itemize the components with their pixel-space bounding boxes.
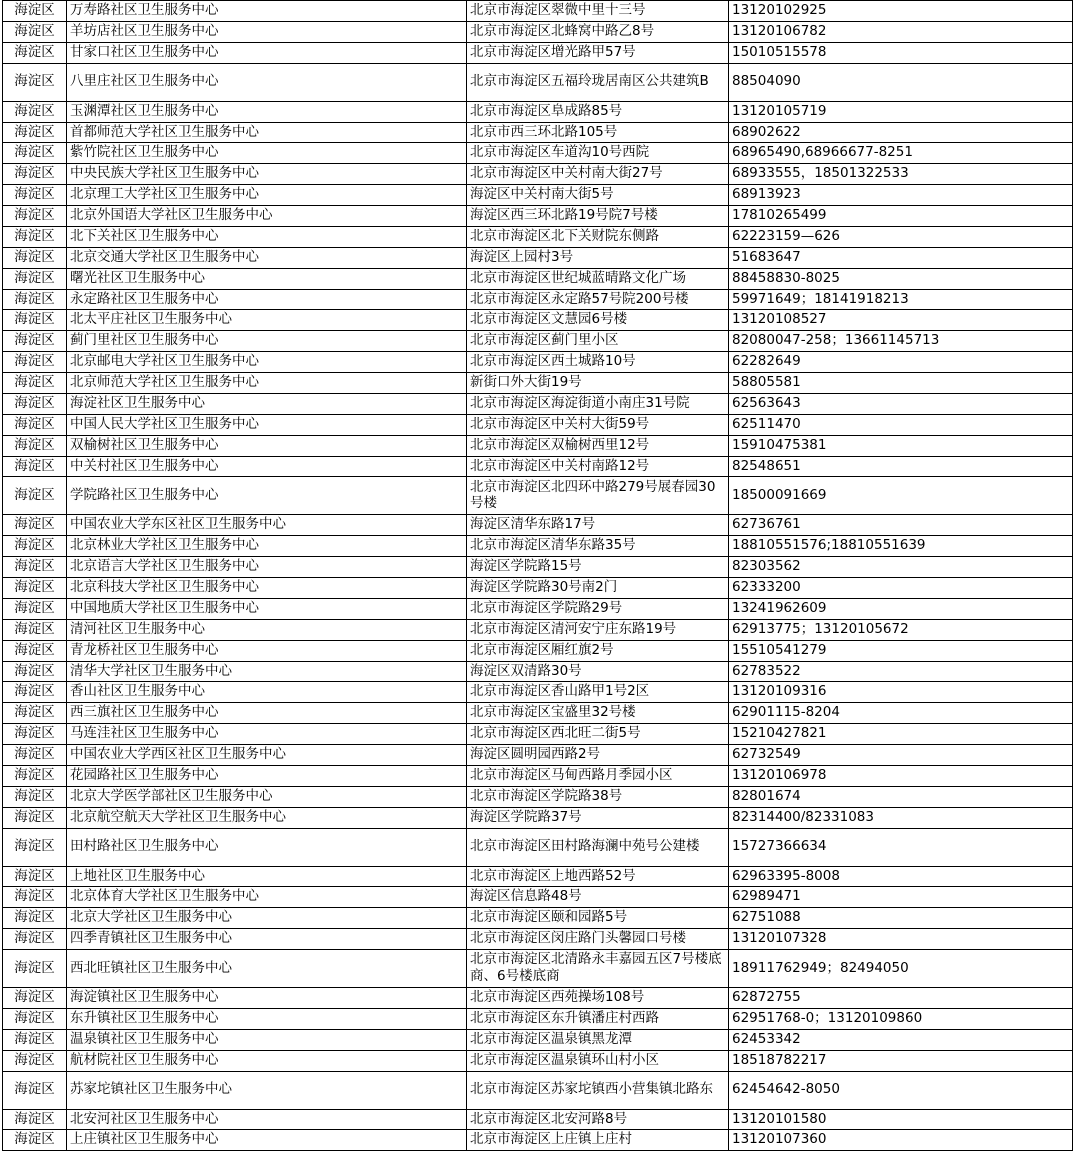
- table-row: [3, 887, 1073, 908]
- cell-phone: 82548651: [729, 456, 1073, 477]
- cell-center-name: 曙光社区卫生服务中心: [67, 268, 467, 289]
- cell-center-name: 田村路社区卫生服务中心: [67, 828, 467, 866]
- cell-district: 海淀区: [3, 393, 67, 414]
- cell-address: 北京市海淀区海淀街道小南庄31号院: [467, 393, 729, 414]
- cell-phone: 59971649；18141918213: [729, 289, 1073, 310]
- cell-district: 海淀区: [3, 765, 67, 786]
- cell-center-name: 北京大学社区卫生服务中心: [67, 908, 467, 929]
- cell-district: 海淀区: [3, 310, 67, 331]
- cell-district: 海淀区: [3, 477, 67, 515]
- cell-address: 北京市海淀区双榆树西里12号: [467, 435, 729, 456]
- cell-district: 海淀区: [3, 414, 67, 435]
- table-row: [3, 456, 1073, 477]
- cell-district: 海淀区: [3, 1029, 67, 1050]
- cell-district: 海淀区: [3, 122, 67, 143]
- cell-center-name: 西三旗社区卫生服务中心: [67, 703, 467, 724]
- cell-phone: 62453342: [729, 1029, 1073, 1050]
- cell-phone: 18911762949；82494050: [729, 950, 1073, 988]
- cell-phone: 13120106782: [729, 21, 1073, 42]
- cell-phone: 88504090: [729, 63, 1073, 101]
- cell-phone: 15010515578: [729, 42, 1073, 63]
- table-row: [3, 640, 1073, 661]
- cell-center-name: 青龙桥社区卫生服务中心: [67, 640, 467, 661]
- cell-center-name: 中关村社区卫生服务中心: [67, 456, 467, 477]
- cell-phone: 82314400/82331083: [729, 807, 1073, 828]
- cell-address: 北京市海淀区清河安宁庄东路19号: [467, 619, 729, 640]
- cell-phone: 82080047-258；13661145713: [729, 331, 1073, 352]
- cell-address: 北京市海淀区中关村南路12号: [467, 456, 729, 477]
- cell-center-name: 北京科技大学社区卫生服务中心: [67, 578, 467, 599]
- table-row: [3, 828, 1073, 866]
- table-row: [3, 1071, 1073, 1109]
- cell-district: 海淀区: [3, 703, 67, 724]
- cell-address: 北京市海淀区世纪城蓝晴路文化广场: [467, 268, 729, 289]
- cell-phone: 62736761: [729, 515, 1073, 536]
- cell-district: 海淀区: [3, 268, 67, 289]
- cell-district: 海淀区: [3, 226, 67, 247]
- cell-center-name: 航材院社区卫生服务中心: [67, 1050, 467, 1071]
- table-row: [3, 1130, 1073, 1151]
- cell-address: 北京市海淀区颐和园路5号: [467, 908, 729, 929]
- cell-address: 北京市海淀区温泉镇黑龙潭: [467, 1029, 729, 1050]
- cell-phone: 13120107328: [729, 929, 1073, 950]
- table-row: [3, 578, 1073, 599]
- cell-center-name: 北京邮电大学社区卫生服务中心: [67, 352, 467, 373]
- cell-phone: 13120101580: [729, 1109, 1073, 1130]
- cell-district: 海淀区: [3, 456, 67, 477]
- cell-district: 海淀区: [3, 42, 67, 63]
- cell-address: 海淀区信息路48号: [467, 887, 729, 908]
- cell-phone: 17810265499: [729, 206, 1073, 227]
- cell-district: 海淀区: [3, 331, 67, 352]
- cell-district: 海淀区: [3, 352, 67, 373]
- cell-center-name: 北京外国语大学社区卫生服务中心: [67, 206, 467, 227]
- cell-district: 海淀区: [3, 866, 67, 887]
- cell-address: 北京市海淀区增光路甲57号: [467, 42, 729, 63]
- cell-district: 海淀区: [3, 143, 67, 164]
- cell-address: 北京市海淀区苏家坨镇西小营集镇北路东: [467, 1071, 729, 1109]
- cell-center-name: 苏家坨镇社区卫生服务中心: [67, 1071, 467, 1109]
- cell-district: 海淀区: [3, 435, 67, 456]
- cell-phone: 58805581: [729, 373, 1073, 394]
- cell-center-name: 北安河社区卫生服务中心: [67, 1109, 467, 1130]
- cell-district: 海淀区: [3, 101, 67, 122]
- cell-address: 北京市海淀区上地西路52号: [467, 866, 729, 887]
- cell-address: 北京市海淀区清华东路35号: [467, 536, 729, 557]
- cell-phone: 82303562: [729, 557, 1073, 578]
- cell-center-name: 玉渊潭社区卫生服务中心: [67, 101, 467, 122]
- cell-center-name: 北京师范大学社区卫生服务中心: [67, 373, 467, 394]
- cell-center-name: 首都师范大学社区卫生服务中心: [67, 122, 467, 143]
- cell-district: 海淀区: [3, 1008, 67, 1029]
- table-row: [3, 331, 1073, 352]
- cell-address: 海淀区双清路30号: [467, 661, 729, 682]
- cell-phone: 15510541279: [729, 640, 1073, 661]
- cell-phone: 62913775；13120105672: [729, 619, 1073, 640]
- table-row: [3, 63, 1073, 101]
- cell-address: 海淀区清华东路17号: [467, 515, 729, 536]
- table-row: [3, 866, 1073, 887]
- cell-address: 海淀区学院路15号: [467, 557, 729, 578]
- table-row: [3, 1109, 1073, 1130]
- cell-center-name: 万寿路社区卫生服务中心: [67, 1, 467, 22]
- table-body: [3, 1, 1073, 1151]
- cell-center-name: 清河社区卫生服务中心: [67, 619, 467, 640]
- table-row: [3, 268, 1073, 289]
- cell-center-name: 学院路社区卫生服务中心: [67, 477, 467, 515]
- cell-center-name: 上庄镇社区卫生服务中心: [67, 1130, 467, 1151]
- cell-address: 北京市西三环北路105号: [467, 122, 729, 143]
- table-row: [3, 1, 1073, 22]
- cell-phone: 62872755: [729, 988, 1073, 1009]
- cell-district: 海淀区: [3, 950, 67, 988]
- cell-district: 海淀区: [3, 247, 67, 268]
- cell-address: 北京市海淀区厢红旗2号: [467, 640, 729, 661]
- cell-phone: 13120109316: [729, 682, 1073, 703]
- cell-address: 北京市海淀区文慧园6号楼: [467, 310, 729, 331]
- cell-phone: 13241962609: [729, 598, 1073, 619]
- cell-phone: 13120108527: [729, 310, 1073, 331]
- cell-address: 海淀区学院路30号南2门: [467, 578, 729, 599]
- cell-phone: 51683647: [729, 247, 1073, 268]
- cell-address: 北京市海淀区蓟门里小区: [467, 331, 729, 352]
- cell-address: 北京市海淀区北清路永丰嘉园五区7号楼底商、6号楼底商: [467, 950, 729, 988]
- table-row: [3, 765, 1073, 786]
- table-row: [3, 101, 1073, 122]
- cell-address: 北京市海淀区西北旺二街5号: [467, 724, 729, 745]
- table-row: [3, 619, 1073, 640]
- cell-center-name: 北京交通大学社区卫生服务中心: [67, 247, 467, 268]
- cell-phone: 68902622: [729, 122, 1073, 143]
- table-row: [3, 682, 1073, 703]
- cell-district: 海淀区: [3, 206, 67, 227]
- cell-address: 新街口外大街19号: [467, 373, 729, 394]
- cell-district: 海淀区: [3, 929, 67, 950]
- cell-district: 海淀区: [3, 1130, 67, 1151]
- cell-center-name: 北太平庄社区卫生服务中心: [67, 310, 467, 331]
- cell-phone: 62563643: [729, 393, 1073, 414]
- table-row: [3, 703, 1073, 724]
- cell-address: 北京市海淀区宝盛里32号楼: [467, 703, 729, 724]
- cell-phone: 62989471: [729, 887, 1073, 908]
- cell-district: 海淀区: [3, 786, 67, 807]
- table-row: [3, 745, 1073, 766]
- cell-phone: 88458830-8025: [729, 268, 1073, 289]
- cell-address: 北京市海淀区上庄镇上庄村: [467, 1130, 729, 1151]
- table-row: [3, 515, 1073, 536]
- cell-district: 海淀区: [3, 908, 67, 929]
- table-row: [3, 247, 1073, 268]
- cell-phone: 62511470: [729, 414, 1073, 435]
- cell-address: 北京市海淀区西苑操场108号: [467, 988, 729, 1009]
- table-row: [3, 908, 1073, 929]
- table-row: [3, 1008, 1073, 1029]
- cell-district: 海淀区: [3, 661, 67, 682]
- cell-district: 海淀区: [3, 536, 67, 557]
- cell-center-name: 北京林业大学社区卫生服务中心: [67, 536, 467, 557]
- cell-district: 海淀区: [3, 557, 67, 578]
- cell-address: 海淀区学院路37号: [467, 807, 729, 828]
- cell-address: 北京市海淀区北四环中路279号展春园30号楼: [467, 477, 729, 515]
- cell-phone: 13120107360: [729, 1130, 1073, 1151]
- cell-district: 海淀区: [3, 1109, 67, 1130]
- cell-district: 海淀区: [3, 515, 67, 536]
- table-row: [3, 1050, 1073, 1071]
- cell-address: 北京市海淀区阜成路85号: [467, 101, 729, 122]
- cell-center-name: 羊坊店社区卫生服务中心: [67, 21, 467, 42]
- table-row: [3, 352, 1073, 373]
- cell-center-name: 西北旺镇社区卫生服务中心: [67, 950, 467, 988]
- cell-center-name: 中国人民大学社区卫生服务中心: [67, 414, 467, 435]
- cell-phone: 15210427821: [729, 724, 1073, 745]
- cell-district: 海淀区: [3, 1050, 67, 1071]
- cell-district: 海淀区: [3, 619, 67, 640]
- cell-district: 海淀区: [3, 598, 67, 619]
- cell-center-name: 北京大学医学部社区卫生服务中心: [67, 786, 467, 807]
- cell-center-name: 四季青镇社区卫生服务中心: [67, 929, 467, 950]
- cell-phone: 62333200: [729, 578, 1073, 599]
- cell-district: 海淀区: [3, 289, 67, 310]
- cell-address: 北京市海淀区马甸西路月季园小区: [467, 765, 729, 786]
- table-row: [3, 536, 1073, 557]
- cell-address: 北京市海淀区学院路38号: [467, 786, 729, 807]
- cell-address: 北京市海淀区温泉镇环山村小区: [467, 1050, 729, 1071]
- cell-address: 海淀区圆明园西路2号: [467, 745, 729, 766]
- table-row: [3, 21, 1073, 42]
- cell-phone: 15910475381: [729, 435, 1073, 456]
- cell-center-name: 海淀镇社区卫生服务中心: [67, 988, 467, 1009]
- cell-district: 海淀区: [3, 807, 67, 828]
- table-row: [3, 164, 1073, 185]
- table-row: [3, 143, 1073, 164]
- cell-district: 海淀区: [3, 63, 67, 101]
- cell-district: 海淀区: [3, 1, 67, 22]
- cell-address: 北京市海淀区翠微中里十三号: [467, 1, 729, 22]
- cell-phone: 18518782217: [729, 1050, 1073, 1071]
- cell-phone: 18810551576;18810551639: [729, 536, 1073, 557]
- cell-center-name: 马连洼社区卫生服务中心: [67, 724, 467, 745]
- cell-center-name: 北京体育大学社区卫生服务中心: [67, 887, 467, 908]
- table-row: [3, 929, 1073, 950]
- table-row: [3, 988, 1073, 1009]
- cell-address: 北京市海淀区五福玲珑居南区公共建筑B: [467, 63, 729, 101]
- cell-address: 北京市海淀区车道沟10号西院: [467, 143, 729, 164]
- cell-phone: 62223159—626: [729, 226, 1073, 247]
- cell-phone: 62751088: [729, 908, 1073, 929]
- cell-address: 海淀区西三环北路19号院7号楼: [467, 206, 729, 227]
- table-row: [3, 393, 1073, 414]
- cell-district: 海淀区: [3, 21, 67, 42]
- cell-district: 海淀区: [3, 164, 67, 185]
- cell-center-name: 北京语言大学社区卫生服务中心: [67, 557, 467, 578]
- table-row: [3, 786, 1073, 807]
- cell-address: 北京市海淀区北蜂窝中路乙8号: [467, 21, 729, 42]
- cell-phone: 62732549: [729, 745, 1073, 766]
- cell-address: 海淀区中关村南大街5号: [467, 185, 729, 206]
- table-row: [3, 414, 1073, 435]
- table-row: [3, 310, 1073, 331]
- cell-center-name: 北京理工大学社区卫生服务中心: [67, 185, 467, 206]
- table-row: [3, 477, 1073, 515]
- cell-phone: 68913923: [729, 185, 1073, 206]
- cell-address: 海淀区上园村3号: [467, 247, 729, 268]
- cell-center-name: 海淀社区卫生服务中心: [67, 393, 467, 414]
- cell-address: 北京市海淀区闵庄路门头馨园口号楼: [467, 929, 729, 950]
- cell-center-name: 永定路社区卫生服务中心: [67, 289, 467, 310]
- cell-district: 海淀区: [3, 682, 67, 703]
- cell-address: 北京市海淀区北安河路8号: [467, 1109, 729, 1130]
- cell-center-name: 香山社区卫生服务中心: [67, 682, 467, 703]
- table-row: [3, 122, 1073, 143]
- table-row: [3, 950, 1073, 988]
- cell-address: 北京市海淀区田村路海澜中苑号公建楼: [467, 828, 729, 866]
- cell-district: 海淀区: [3, 745, 67, 766]
- cell-phone: 18500091669: [729, 477, 1073, 515]
- cell-address: 北京市海淀区北下关财院东侧路: [467, 226, 729, 247]
- cell-phone: 68933555，18501322533: [729, 164, 1073, 185]
- table-row: [3, 226, 1073, 247]
- cell-phone: 13120102925: [729, 1, 1073, 22]
- table-row: [3, 661, 1073, 682]
- cell-district: 海淀区: [3, 887, 67, 908]
- cell-center-name: 东升镇社区卫生服务中心: [67, 1008, 467, 1029]
- cell-center-name: 中国农业大学东区社区卫生服务中心: [67, 515, 467, 536]
- table-row: [3, 185, 1073, 206]
- cell-district: 海淀区: [3, 988, 67, 1009]
- cell-center-name: 北京航空航天大学社区卫生服务中心: [67, 807, 467, 828]
- cell-center-name: 中央民族大学社区卫生服务中心: [67, 164, 467, 185]
- table-row: [3, 289, 1073, 310]
- cell-address: 北京市海淀区学院路29号: [467, 598, 729, 619]
- cell-address: 北京市海淀区永定路57号院200号楼: [467, 289, 729, 310]
- cell-phone: 62963395-8008: [729, 866, 1073, 887]
- table-row: [3, 598, 1073, 619]
- cell-center-name: 甘家口社区卫生服务中心: [67, 42, 467, 63]
- cell-center-name: 花园路社区卫生服务中心: [67, 765, 467, 786]
- cell-phone: 82801674: [729, 786, 1073, 807]
- cell-phone: 15727366634: [729, 828, 1073, 866]
- cell-district: 海淀区: [3, 724, 67, 745]
- cell-center-name: 紫竹院社区卫生服务中心: [67, 143, 467, 164]
- cell-district: 海淀区: [3, 578, 67, 599]
- cell-center-name: 双榆树社区卫生服务中心: [67, 435, 467, 456]
- table-row: [3, 557, 1073, 578]
- table-row: [3, 206, 1073, 227]
- cell-district: 海淀区: [3, 185, 67, 206]
- cell-district: 海淀区: [3, 640, 67, 661]
- cell-address: 北京市海淀区西土城路10号: [467, 352, 729, 373]
- table-row: [3, 435, 1073, 456]
- cell-center-name: 中国地质大学社区卫生服务中心: [67, 598, 467, 619]
- cell-phone: 62282649: [729, 352, 1073, 373]
- community-health-centers-table: [2, 0, 1073, 1151]
- table-row: [3, 724, 1073, 745]
- cell-address: 北京市海淀区中关村大街59号: [467, 414, 729, 435]
- cell-center-name: 上地社区卫生服务中心: [67, 866, 467, 887]
- table-row: [3, 42, 1073, 63]
- cell-address: 北京市海淀区东升镇潘庄村西路: [467, 1008, 729, 1029]
- cell-center-name: 中国农业大学西区社区卫生服务中心: [67, 745, 467, 766]
- table-row: [3, 373, 1073, 394]
- cell-phone: 13120106978: [729, 765, 1073, 786]
- table-row: [3, 1029, 1073, 1050]
- cell-district: 海淀区: [3, 828, 67, 866]
- cell-address: 北京市海淀区中关村南大街27号: [467, 164, 729, 185]
- cell-center-name: 八里庄社区卫生服务中心: [67, 63, 467, 101]
- cell-phone: 62783522: [729, 661, 1073, 682]
- cell-phone: 62901115-8204: [729, 703, 1073, 724]
- cell-phone: 62951768-0；13120109860: [729, 1008, 1073, 1029]
- cell-phone: 13120105719: [729, 101, 1073, 122]
- cell-center-name: 清华大学社区卫生服务中心: [67, 661, 467, 682]
- table-row: [3, 807, 1073, 828]
- cell-center-name: 蓟门里社区卫生服务中心: [67, 331, 467, 352]
- cell-phone: 68965490,68966677-8251: [729, 143, 1073, 164]
- cell-district: 海淀区: [3, 373, 67, 394]
- cell-center-name: 温泉镇社区卫生服务中心: [67, 1029, 467, 1050]
- cell-phone: 62454642-8050: [729, 1071, 1073, 1109]
- cell-center-name: 北下关社区卫生服务中心: [67, 226, 467, 247]
- cell-address: 北京市海淀区香山路甲1号2区: [467, 682, 729, 703]
- cell-district: 海淀区: [3, 1071, 67, 1109]
